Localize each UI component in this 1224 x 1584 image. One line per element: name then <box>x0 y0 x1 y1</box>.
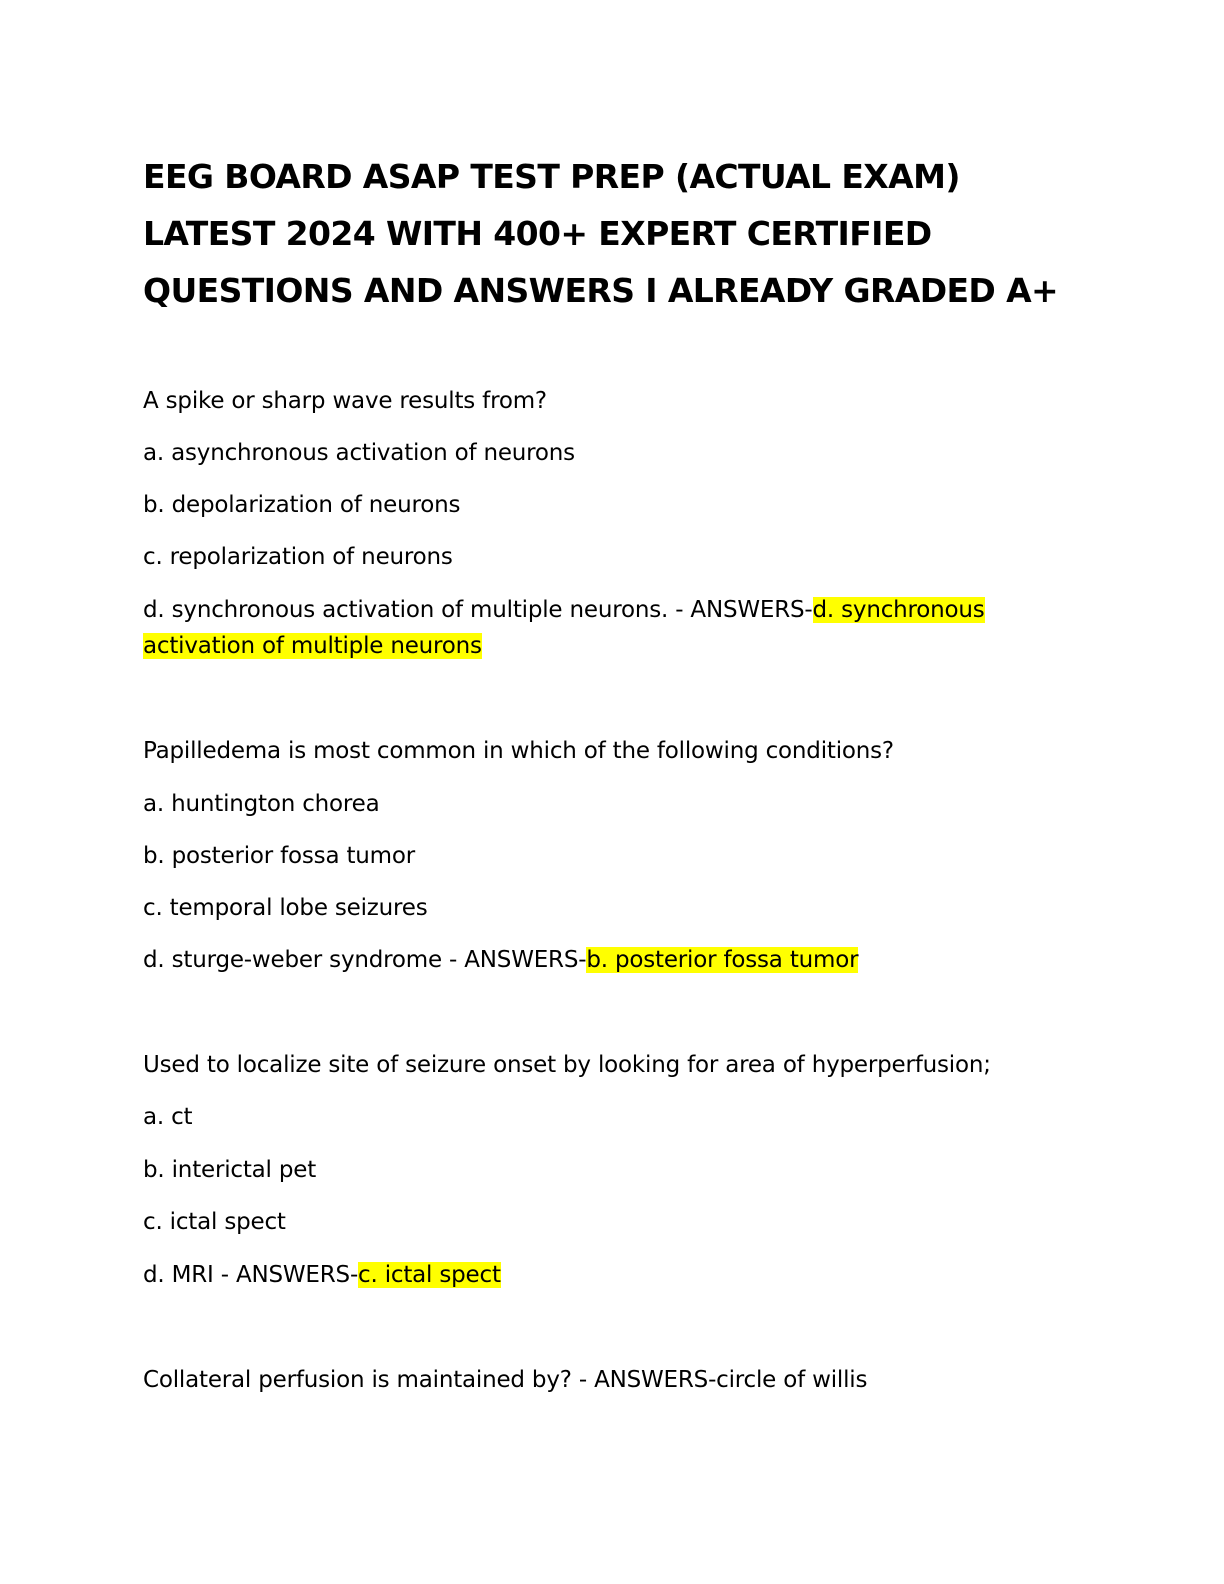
q1-question: A spike or sharp wave results from? <box>143 388 547 414</box>
q1-option-d-line <box>143 592 985 628</box>
q1-answer-continued <box>143 628 482 664</box>
q2-option-b: b. posterior fossa tumor <box>143 843 415 869</box>
q1-answer-highlight-continued: activation of multiple neurons <box>143 633 482 659</box>
title-line-2: LATEST 2024 WITH 400+ EXPERT CERTIFIED <box>143 214 932 253</box>
q1-answer-highlight: d. synchronous <box>812 597 985 623</box>
q3-answer-highlight: c. ictal spect <box>358 1262 501 1288</box>
q4-question-answer: Collateral perfusion is maintained by? - ANSWERS-circle of willis <box>143 1367 868 1393</box>
q3-option-b: b. interictal pet <box>143 1157 317 1183</box>
document-title <box>143 148 1103 319</box>
q3-option-d: d. MRI - ANSWERS- <box>143 1262 359 1288</box>
q2-option-c: c. temporal lobe seizures <box>143 895 428 921</box>
q1-option-d: d. synchronous activation of multiple neurons. - ANSWERS- <box>143 597 813 623</box>
q2-option-d-line <box>143 942 858 978</box>
title-line-1: EEG BOARD ASAP TEST PREP (ACTUAL EXAM) <box>143 157 960 196</box>
q2-answer-highlight: b. posterior fossa tumor <box>586 947 859 973</box>
title-line-3: QUESTIONS AND ANSWERS I ALREADY GRADED A+ <box>143 271 1059 310</box>
q3-question: Used to localize site of seizure onset by looking for area of hyperperfusion; <box>143 1052 991 1078</box>
q1-option-b: b. depolarization of neurons <box>143 492 461 518</box>
q1-option-c: c. repolarization of neurons <box>143 544 453 570</box>
q3-option-d-line <box>143 1257 501 1293</box>
q3-option-c: c. ictal spect <box>143 1209 286 1235</box>
q2-question: Papilledema is most common in which of the following conditions? <box>143 738 894 764</box>
q3-option-a: a. ct <box>143 1104 193 1130</box>
q2-option-d: d. sturge-weber syndrome - ANSWERS- <box>143 947 587 973</box>
q2-option-a: a. huntington chorea <box>143 791 380 817</box>
q1-option-a: a. asynchronous activation of neurons <box>143 440 575 466</box>
